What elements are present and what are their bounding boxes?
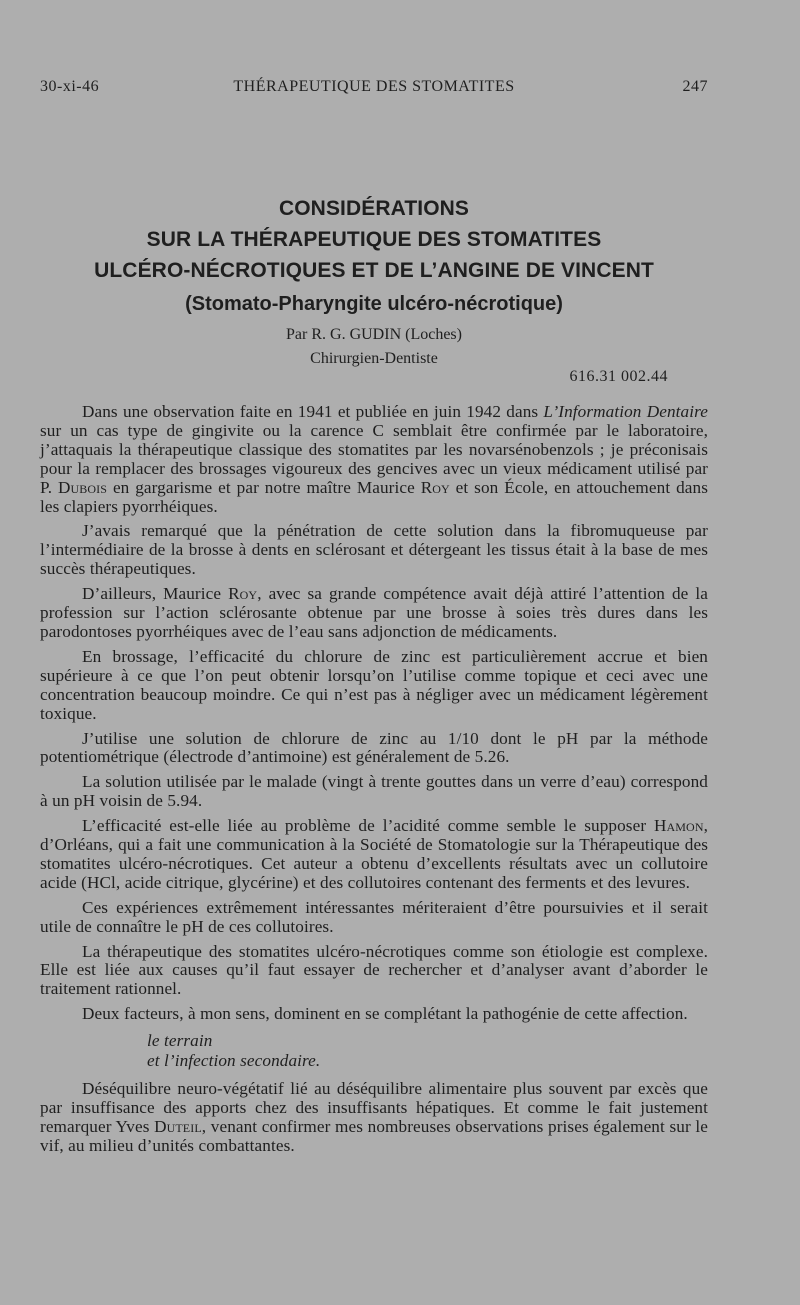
paragraph-6: La solution utilisée par le malade (vingt à trente gouttes dans un verre d’eau) correspond à un pH voisin de 5.94. xyxy=(40,772,708,811)
paragraph-11-text-b: , venant confirmer mes nombreuses observations prises également sur le vif, au milieu d’unités combattantes. xyxy=(40,1117,708,1155)
paragraph-11 xyxy=(40,1080,708,1156)
paragraph-8: Ces expériences extrêmement intéressantes mériteraient d’être poursuivies et il serait utile de connaître le pH de ces collutoires. xyxy=(40,897,708,936)
author-name-roy: Roy xyxy=(420,477,450,497)
article-subtitle: (Stomato-Pharyngite ulcéro-nécrotique) xyxy=(185,293,563,315)
author-name-roy-2: Roy xyxy=(228,584,258,604)
article-body xyxy=(40,403,708,1162)
paragraph-3-text-a: D’ailleurs, Maurice xyxy=(82,584,229,604)
paragraph-1 xyxy=(40,403,708,516)
page-number: 247 xyxy=(682,78,708,95)
paragraph-3 xyxy=(40,585,708,642)
paragraph-1-text-b: sur un cas type de gingivite ou la carence C semblait être confirmée par le laboratoire, j’attaquais la thérapeutique classique des stomatites par les novarsénobenzols ; je préconisais pour la remplacer des brossages vigoureux des gencives avec un vieux médicament utilisé par P. xyxy=(40,420,708,497)
author-name-dubois: Dubois xyxy=(58,477,108,497)
paragraph-5: J’utilise une solution de chlorure de zinc au 1/10 dont le pH par la méthode potentiométrique (électrode d’antimoine) est généralement de 5.26. xyxy=(40,728,708,767)
paragraph-11-text-a: Déséquilibre neuro-végétatif lié au déséquilibre alimentaire plus souvent par excès que par insuffisance des apports chez des insuffisants hépatiques. Et comme le fait justement remarquer Yves xyxy=(40,1079,708,1136)
paragraph-4: En brossage, l’efficacité du chlorure de zinc est particulièrement accrue et bien supérieure à ce que l’on peut obtenir lorsqu’on l’utilise comme topique et ceci avec une concentration beaucoup moindre. Ce qui n’est pas à négliger avec un médicament légèrement toxique. xyxy=(40,646,708,723)
paragraph-1-text-a: Dans une observation faite en 1941 et publiée en juin 1942 dans xyxy=(82,402,544,421)
article-title-block xyxy=(40,193,708,370)
factor-list xyxy=(147,1031,708,1071)
paragraph-7-text-a: L’efficacité est-elle liée au problème de l’acidité comme semble le supposer xyxy=(82,816,654,836)
factor-list-item: et l’infection secondaire. xyxy=(147,1051,321,1071)
running-header xyxy=(40,78,708,100)
paragraph-7-text-b: , d’Orléans, qui a fait une communication à la Société de Stomatologie sur la Thérapeutique des stomatites ulcéro-nécrotiques. Cet auteur a obtenu d’excellents résultats avec un collutoire acide (HCl, acide citrique, glycérine) et des collutoires contenant des ferments et des levures. xyxy=(40,816,708,892)
paragraph-2: J’avais remarqué que la pénétration de cette solution dans la fibromuqueuse par l’intermédiaire de la brosse à dents en sclérosant et détergeant les tissus était à la base de mes succès thérapeutiques. xyxy=(40,521,708,579)
article-title-line-3: ULCÉRO-NÉCROTIQUES ET DE L’ANGINE DE VINCENT xyxy=(94,259,654,282)
issue-date: 30-xi-46 xyxy=(40,78,100,95)
factor-list-item: le terrain xyxy=(147,1031,213,1051)
paragraph-3-text-b: , avec sa grande compétence avait déjà attiré l’attention de la profession sur l’action sclérosante obtenue par une brosse à soies très dures dans les parodontoses pyorrhéiques avec de l’eau sans adjonction de médicaments. xyxy=(40,584,708,641)
running-title: THÉRAPEUTIQUE DES STOMATITES xyxy=(233,78,515,95)
author-affiliation: Chirurgien-Dentiste xyxy=(310,350,438,367)
paragraph-9: La thérapeutique des stomatites ulcéro-nécrotiques comme son étiologie est complexe. Elle est liée aux causes qu’il faut essayer de rechercher et d’analyser avant d’aborder le traitement rationnel. xyxy=(40,941,708,999)
article-title-line-2: SUR LA THÉRAPEUTIQUE DES STOMATITES xyxy=(146,228,602,251)
journal-reference: L’Information Dentaire xyxy=(543,402,708,421)
paragraph-7 xyxy=(40,817,708,893)
author-name-duteil: Duteil xyxy=(154,1117,202,1136)
author-line: Par R. G. GUDIN (Loches) xyxy=(286,326,462,343)
paragraph-1-text-c: en gargarisme et par notre maître Maurice xyxy=(107,477,421,497)
classification-number: 616.31 002.44 xyxy=(569,368,668,385)
paragraph-1-text-d: et son École, en attouchement dans les clapiers pyorrhéiques. xyxy=(40,477,708,516)
author-name-hamon: Hamon xyxy=(654,816,704,836)
article-title-line-1: CONSIDÉRATIONS xyxy=(278,197,470,220)
paragraph-10: Deux facteurs, à mon sens, dominent en se complétant la pathogénie de cette affection. xyxy=(82,1004,688,1024)
